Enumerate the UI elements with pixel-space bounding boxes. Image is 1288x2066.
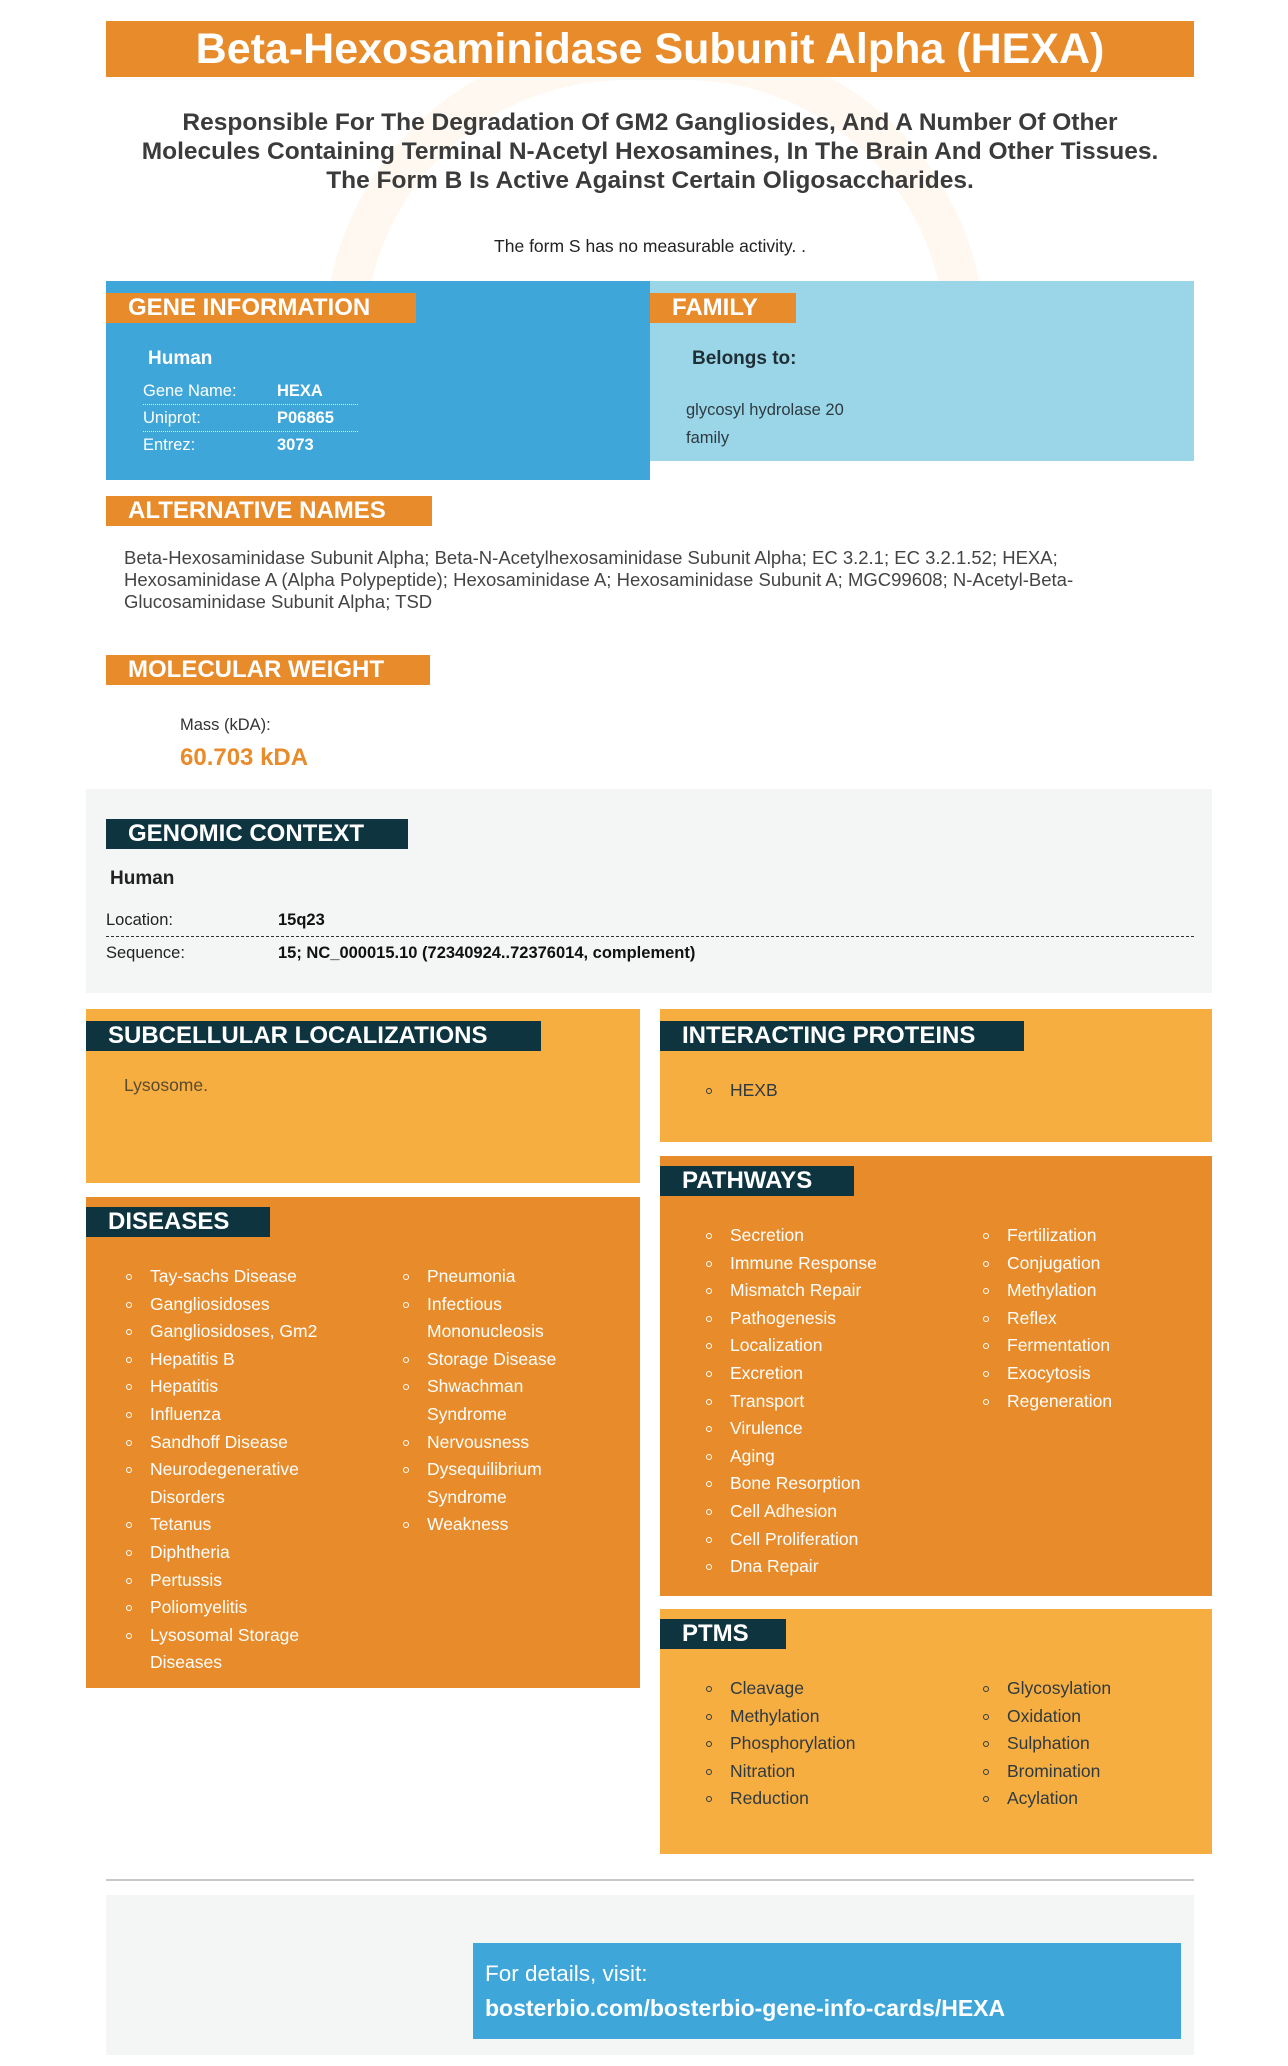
mass-label: Mass (kDA):: [180, 716, 271, 734]
list-item: Hepatitis B: [124, 1346, 324, 1374]
subcellular-text: Lysosome.: [124, 1075, 208, 1095]
footer-divider: [106, 1879, 1194, 1881]
page-title: Beta-Hexosaminidase Subunit Alpha (HEXA): [195, 25, 1105, 73]
list-item: Acylation: [981, 1785, 1191, 1813]
list-item: Pneumonia: [401, 1263, 601, 1291]
details-link[interactable]: bosterbio.com/bosterbio-gene-info-cards/HEXA: [485, 1995, 1006, 2021]
list-item: Sandhoff Disease: [124, 1429, 324, 1457]
list-item: HEXB: [704, 1077, 778, 1105]
diseases-header: DISEASES: [86, 1207, 270, 1237]
sequence-value: 15; NC_000015.10 (72340924..72376014, complement): [278, 944, 696, 962]
family-belongs-label: Belongs to:: [692, 348, 797, 369]
list-item: Sulphation: [981, 1730, 1191, 1758]
list-item: Nitration: [704, 1758, 944, 1786]
gene-name-value: HEXA: [277, 382, 323, 400]
ptms-list-col2: [981, 1675, 1191, 1813]
list-item: Glycosylation: [981, 1675, 1191, 1703]
list-item: Dysequilibrium Syndrome: [401, 1456, 601, 1511]
list-item: Immune Response: [704, 1250, 944, 1278]
list-item: Conjugation: [981, 1250, 1191, 1278]
page-title-bar: [106, 21, 1194, 77]
location-label: Location:: [106, 911, 173, 929]
list-item: Cell Adhesion: [704, 1498, 944, 1526]
interacting-header: INTERACTING PROTEINS: [660, 1021, 1024, 1051]
list-item: Secretion: [704, 1222, 944, 1250]
list-item: Regeneration: [981, 1388, 1191, 1416]
list-item: Transport: [704, 1388, 944, 1416]
list-item: Diphtheria: [124, 1539, 324, 1567]
uniprot-label: Uniprot:: [143, 409, 201, 427]
list-item: Dna Repair: [704, 1553, 944, 1581]
uniprot-row: [143, 405, 358, 432]
list-item: Pertussis: [124, 1567, 324, 1595]
list-item: Gangliosidoses: [124, 1291, 324, 1319]
list-item: Lysosomal Storage Diseases: [124, 1622, 324, 1677]
list-item: Shwachman Syndrome: [401, 1373, 601, 1428]
list-item: Bone Resorption: [704, 1470, 944, 1498]
location-row: [106, 904, 1194, 937]
mol-weight-header: MOLECULAR WEIGHT: [106, 655, 430, 685]
genomic-context-header: GENOMIC CONTEXT: [106, 819, 408, 849]
gene-info-header: GENE INFORMATION: [106, 293, 416, 323]
list-item: Mismatch Repair: [704, 1277, 944, 1305]
list-item: Methylation: [981, 1277, 1191, 1305]
list-item: Weakness: [401, 1511, 601, 1539]
gene-species: Human: [148, 348, 213, 369]
list-item: Aging: [704, 1443, 944, 1471]
pathways-header: PATHWAYS: [660, 1166, 854, 1196]
gene-name-label: Gene Name:: [143, 382, 237, 400]
alt-names-text: Beta-Hexosaminidase Subunit Alpha; Beta-N-Acetylhexosaminidase Subunit Alpha; EC 3.2.1; EC 3.2.1.52; HEXA; Hexosaminidase A (Alpha Polypeptide); Hexosaminidase A; Hexosaminidase Subunit A; MGC99608; N-Acetyl-Beta-Glucosaminidase Subunit Alpha; TSD: [124, 547, 1074, 612]
list-item: Poliomyelitis: [124, 1594, 324, 1622]
list-item: Excretion: [704, 1360, 944, 1388]
list-item: Reflex: [981, 1305, 1191, 1333]
list-item: Reduction: [704, 1785, 944, 1813]
list-item: Cell Proliferation: [704, 1526, 944, 1554]
list-item: Exocytosis: [981, 1360, 1191, 1388]
genomic-table: [106, 904, 1194, 969]
list-item: Neurodegenerative Disorders: [124, 1456, 324, 1511]
diseases-list-col2: [401, 1263, 601, 1539]
list-item: Infectious Mononucleosis: [401, 1291, 601, 1346]
list-item: Phosphorylation: [704, 1730, 944, 1758]
list-item: Localization: [704, 1332, 944, 1360]
uniprot-value: P06865: [277, 409, 334, 427]
entrez-row: [143, 432, 358, 458]
gene-name-row: [143, 378, 358, 405]
list-item: Methylation: [704, 1703, 944, 1731]
genomic-species: Human: [110, 868, 175, 889]
pathways-list-col2: [981, 1222, 1191, 1415]
entrez-label: Entrez:: [143, 436, 196, 454]
location-value: 15q23: [278, 911, 325, 929]
list-item: Cleavage: [704, 1675, 944, 1703]
list-item: Hepatitis: [124, 1373, 324, 1401]
gene-info-table: [143, 378, 358, 458]
activity-note: The form S has no measurable activity. .: [494, 236, 806, 256]
mass-value: 60.703 kDA: [180, 744, 309, 771]
list-item: Influenza: [124, 1401, 324, 1429]
function-summary: Responsible For The Degradation Of GM2 Gangliosides, And A Number Of Other Molecules Containing Terminal N-Acetyl Hexosamines, In The Brain And Other Tissues. The Form B Is Active Against Certain Oligosaccharides.: [141, 109, 1159, 194]
subcellular-header: SUBCELLULAR LOCALIZATIONS: [86, 1021, 541, 1051]
alt-names-header: ALTERNATIVE NAMES: [106, 496, 432, 526]
list-item: Storage Disease: [401, 1346, 601, 1374]
list-item: Fertilization: [981, 1222, 1191, 1250]
list-item: Gangliosidoses, Gm2: [124, 1318, 324, 1346]
list-item: Nervousness: [401, 1429, 601, 1457]
list-item: Oxidation: [981, 1703, 1191, 1731]
details-box[interactable]: [473, 1943, 1181, 2039]
family-header: FAMILY: [650, 293, 796, 323]
pathways-list-col1: [704, 1222, 944, 1581]
details-label: For details, visit:: [485, 1961, 648, 1986]
ptms-list-col1: [704, 1675, 944, 1813]
list-item: Virulence: [704, 1415, 944, 1443]
sequence-label: Sequence:: [106, 944, 185, 962]
sequence-row: [106, 937, 1194, 969]
list-item: Tetanus: [124, 1511, 324, 1539]
list-item: Pathogenesis: [704, 1305, 944, 1333]
ptms-header: PTMS: [660, 1619, 786, 1649]
family-text: glycosyl hydrolase 20 family: [686, 401, 844, 447]
interacting-list: [704, 1077, 778, 1105]
list-item: Tay-sachs Disease: [124, 1263, 324, 1291]
entrez-value: 3073: [277, 436, 314, 454]
list-item: Bromination: [981, 1758, 1191, 1786]
list-item: Fermentation: [981, 1332, 1191, 1360]
diseases-list-col1: [124, 1263, 324, 1677]
